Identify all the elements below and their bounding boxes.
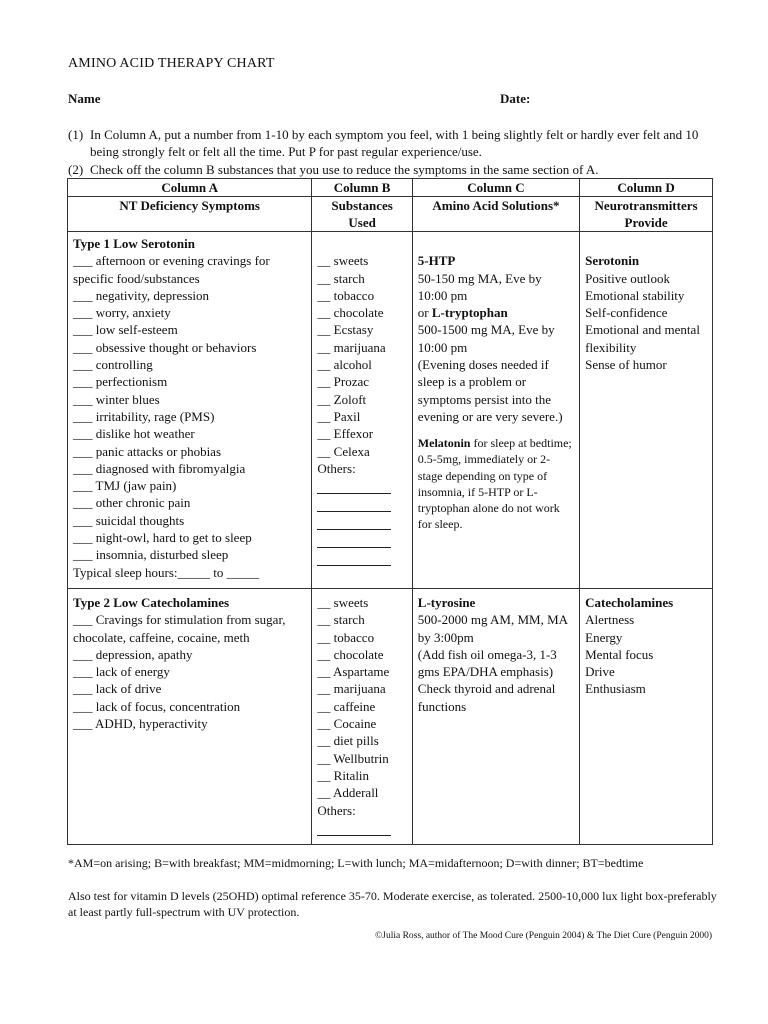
symptom-item: ___ lack of drive bbox=[73, 681, 162, 697]
symptom-item: Typical sleep hours:_____ to _____ bbox=[73, 564, 260, 580]
solution-evening-note: (Evening doses needed if sleep is a problem or symptoms persist into the evening or are very severe.) bbox=[417, 357, 563, 424]
substance-item: __ Ritalin bbox=[317, 767, 370, 783]
substance-item: __ starch bbox=[317, 612, 365, 628]
solution-tyrosine-heading: L-tyrosine bbox=[417, 595, 476, 610]
symptom-item: ___ worry, anxiety bbox=[73, 305, 171, 321]
type2-nt-cell bbox=[580, 589, 713, 845]
melatonin-heading: Melatonin bbox=[417, 436, 471, 451]
substance-item: __ Effexor bbox=[317, 426, 374, 442]
solution-tryptophan-heading: L-tryptophan bbox=[431, 305, 508, 321]
type1-substances-cell bbox=[312, 232, 412, 589]
symptom-item: ___ winter blues bbox=[73, 391, 160, 407]
symptom-item: ___ ADHD, hyperactivity bbox=[73, 716, 208, 732]
nt-effect-item: Emotional and mental flexibility bbox=[585, 322, 700, 355]
nt-effect-item: Enthusiasm bbox=[585, 681, 646, 697]
substance-item: __ Aspartame bbox=[317, 664, 390, 680]
nt-effect-item: Positive outlook bbox=[585, 270, 670, 286]
others-blank[interactable] bbox=[317, 495, 391, 512]
column-d-header: Column D bbox=[580, 179, 713, 197]
symptom-item: ___ lack of energy bbox=[73, 664, 170, 680]
melatonin-text: for sleep at bedtime; 0.5-5mg, immediately or 2-stage depending on type of insomnia, if 5-HTP or L-tryptophan alone do not work for sleep. bbox=[417, 436, 572, 532]
substance-item: __ Prozac bbox=[317, 374, 370, 390]
symptom-item: ___ diagnosed with fibromyalgia bbox=[73, 460, 246, 476]
symptom-item: ___ obsessive thought or behaviors bbox=[73, 339, 257, 355]
substance-item: __ alcohol bbox=[317, 357, 372, 373]
type2-solutions-cell bbox=[412, 589, 579, 845]
substance-item: __ diet pills bbox=[317, 733, 379, 749]
footnote-abbreviations: *AM=on arising; B=with breakfast; MM=midmorning; L=with lunch; MA=midafternoon; D=with dinner; BT=bedtime bbox=[68, 856, 644, 870]
author-credit: ©Julia Ross, author of The Mood Cure (Penguin 2004) & The Diet Cure (Penguin 2000) bbox=[375, 931, 712, 941]
column-b-header: Column B bbox=[312, 179, 412, 197]
type1-heading: Type 1 Low Serotonin bbox=[73, 236, 195, 251]
symptom-item: ___ insomnia, disturbed sleep bbox=[73, 547, 229, 563]
catecholamines-heading: Catecholamines bbox=[585, 595, 674, 610]
nt-effect-item: Alertness bbox=[585, 612, 635, 628]
type1-substance-list bbox=[317, 252, 406, 460]
chart-title: AMINO ACID THERAPY CHART bbox=[68, 56, 275, 71]
type2-symptoms-cell bbox=[68, 589, 312, 845]
solution-tryptophan-dose: 500-1500 mg MA, Eve by 10:00 pm bbox=[417, 322, 555, 355]
column-c-header: Column C bbox=[412, 179, 579, 197]
nt-effect-item: Self-confidence bbox=[585, 305, 668, 321]
nt-effect-item: Sense of humor bbox=[585, 357, 667, 373]
substance-item: __ chocolate bbox=[317, 305, 384, 321]
substance-item: __ Celexa bbox=[317, 443, 370, 459]
others-blank[interactable] bbox=[317, 477, 391, 494]
symptom-item: ___ negativity, depression bbox=[73, 287, 209, 303]
type2-row bbox=[68, 589, 713, 845]
symptom-item: ___ low self-esteem bbox=[73, 322, 178, 338]
column-b-subheader: Substances Used bbox=[312, 197, 412, 232]
column-c-subheader: Amino Acid Solutions* bbox=[412, 197, 579, 232]
symptom-item: ___ dislike hot weather bbox=[73, 426, 195, 442]
symptom-item: ___ afternoon or evening cravings for specific food/substances bbox=[73, 253, 270, 286]
others-blank[interactable] bbox=[317, 549, 391, 566]
column-a-subheader: NT Deficiency Symptoms bbox=[68, 197, 312, 232]
instruction-text: In Column A, put a number from 1-10 by each symptom you feel, with 1 being slightly felt or hardly ever felt and 10 being strongly felt or felt all the time. Put P for past regular experience/use. bbox=[90, 127, 699, 159]
solution-thyroid-note: Check thyroid and adrenal functions bbox=[417, 681, 556, 714]
symptom-item: ___ perfectionism bbox=[73, 374, 168, 390]
solution-fish-oil: (Add fish oil omega-3, 1-3 gms EPA/DHA emphasis) bbox=[417, 646, 557, 680]
instruction-number: (1) bbox=[68, 127, 84, 142]
substance-item: __ Paxil bbox=[317, 408, 361, 424]
type1-solutions-cell bbox=[412, 232, 579, 589]
date-label: Date: bbox=[500, 91, 531, 106]
catecholamines-effect-list bbox=[585, 611, 707, 697]
column-a-header: Column A bbox=[68, 179, 312, 197]
column-d-subheader: Neurotransmitters Provide bbox=[580, 197, 713, 232]
name-label: Name bbox=[68, 91, 101, 106]
solution-5htp-heading: 5-HTP bbox=[417, 253, 456, 269]
type1-nt-cell bbox=[580, 232, 713, 589]
serotonin-heading: Serotonin bbox=[585, 253, 640, 269]
symptom-item: ___ depression, apathy bbox=[73, 646, 193, 662]
instruction-text: Check off the column B substances that you use to reduce the symptoms in the same section of A. bbox=[90, 162, 599, 177]
symptom-item: ___ other chronic pain bbox=[73, 495, 191, 511]
substance-item: __ tobacco bbox=[317, 287, 375, 303]
symptom-item: ___ lack of focus, concentration bbox=[73, 698, 241, 714]
nt-effect-item: Mental focus bbox=[585, 646, 654, 662]
symptom-item: ___ night-owl, hard to get to sleep bbox=[73, 530, 252, 546]
others-blank[interactable] bbox=[317, 531, 391, 548]
solution-or: or bbox=[417, 305, 432, 321]
column-subheader-row bbox=[68, 197, 713, 232]
symptom-item: ___ irritability, rage (PMS) bbox=[73, 408, 215, 424]
solution-5htp-dose: 50-150 mg MA, Eve by 10:00 pm bbox=[417, 270, 542, 303]
substance-item: __ Wellbutrin bbox=[317, 750, 389, 766]
others-label: Others: bbox=[317, 460, 356, 476]
serotonin-effect-list bbox=[585, 270, 707, 374]
nt-effect-item: Emotional stability bbox=[585, 287, 685, 303]
instruction-1 bbox=[68, 126, 708, 160]
type2-substance-list bbox=[317, 594, 406, 802]
substance-item: __ Adderall bbox=[317, 785, 379, 801]
substance-item: __ chocolate bbox=[317, 646, 384, 662]
symptom-item: ___ suicidal thoughts bbox=[73, 512, 185, 528]
others-label: Others: bbox=[317, 802, 356, 818]
substance-item: __ Zoloft bbox=[317, 391, 367, 407]
substance-item: __ starch bbox=[317, 270, 365, 286]
type1-symptoms-cell bbox=[68, 232, 312, 589]
substance-item: __ caffeine bbox=[317, 698, 376, 714]
substance-item: __ sweets bbox=[317, 253, 369, 269]
footnote-vitamin-d: Also test for vitamin D levels (25OHD) optimal reference 35-70. Moderate exercise, as tolerated. 2500-10,000 lux light box-preferably at least partly full-spectrum with UV protection. bbox=[68, 889, 717, 920]
substance-item: __ Cocaine bbox=[317, 716, 377, 732]
substance-item: __ marijuana bbox=[317, 339, 386, 355]
others-blank[interactable] bbox=[317, 513, 391, 530]
symptom-item: ___ Cravings for stimulation from sugar, chocolate, caffeine, cocaine, meth bbox=[73, 612, 286, 645]
symptom-item: ___ controlling bbox=[73, 357, 153, 373]
type2-symptom-list bbox=[73, 611, 306, 732]
type1-row bbox=[68, 232, 713, 589]
symptom-item: ___ panic attacks or phobias bbox=[73, 443, 222, 459]
substance-item: __ tobacco bbox=[317, 629, 375, 645]
column-header-row bbox=[68, 179, 713, 197]
instruction-number: (2) bbox=[68, 162, 84, 177]
symptom-item: ___ TMJ (jaw pain) bbox=[73, 478, 177, 494]
substance-item: __ Ecstasy bbox=[317, 322, 374, 338]
therapy-table bbox=[67, 178, 713, 845]
type2-heading: Type 2 Low Catecholamines bbox=[73, 595, 230, 610]
type2-substances-cell bbox=[312, 589, 412, 845]
instruction-2 bbox=[68, 161, 708, 178]
solution-tyrosine-dose: 500-2000 mg AM, MM, MA by 3:00pm bbox=[417, 612, 568, 645]
substance-item: __ marijuana bbox=[317, 681, 386, 697]
substance-item: __ sweets bbox=[317, 595, 369, 610]
nt-effect-item: Energy bbox=[585, 629, 623, 645]
others-blank[interactable] bbox=[317, 819, 391, 836]
nt-effect-item: Drive bbox=[585, 664, 615, 680]
type1-symptom-list bbox=[73, 252, 306, 581]
